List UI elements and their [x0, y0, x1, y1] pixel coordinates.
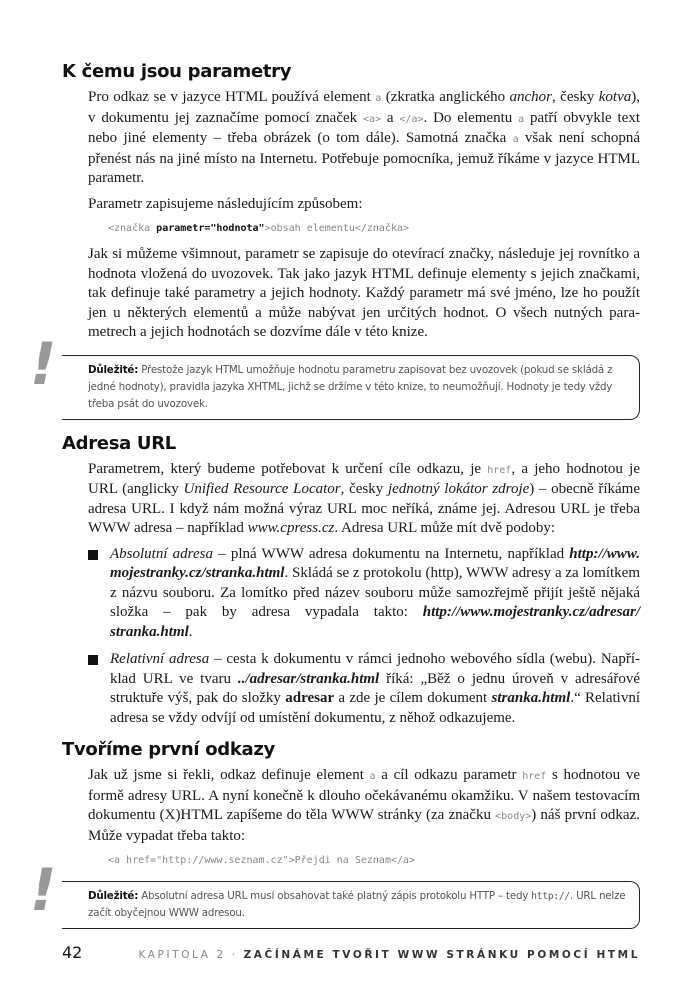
inline-code: http:// [531, 891, 570, 902]
heading-k-cemu-jsou-parametry: K čemu jsou parametry [62, 61, 292, 82]
note-text [88, 890, 625, 919]
important-note-protocol [62, 881, 640, 929]
text-run: anchor [509, 89, 552, 105]
text-run: s hodnotou ve formě adresy URL. A nyní konečně k dlouho očekávanému okamžiku. V našem testovacím dokumentu (X)HTML zapíšeme do těla WWW stránky (za značku [88, 767, 640, 823]
text-run: Unified Resource Locator [183, 481, 341, 497]
text-run: a zde je cílem dokument [334, 690, 492, 706]
inline-code: parametr="hodnota" [156, 223, 265, 234]
text-run: ../adresar/stranka.html [237, 670, 380, 687]
text-run: www.cpress.cz [247, 520, 335, 536]
exclamation-icon: ! [30, 856, 57, 924]
footer-title: ZAČÍNÁME TVOŘIT WWW STRÁNKU POMOCÍ HTML [243, 949, 640, 961]
text-run: . URL nelze začít obyčejnou WWW adresou. [88, 890, 626, 919]
text-run: , česky [340, 481, 388, 497]
text-run: ), v dokumentu jej zaznačíme pomocí značek [88, 89, 640, 126]
important-note-quotes [62, 355, 640, 420]
heading-tvorime-prvni-odkazy: Tvoříme první odkazy [62, 739, 275, 760]
text-run: však není schopná přenést nás na jiné místo na Internetu. Potřebuje pomocníka, jemuž říkáme v jazyce HTML parametr. [88, 130, 640, 186]
inline-code: a [369, 771, 376, 782]
text-run: Absolutní adresa [110, 545, 213, 562]
text-run: Parametrem, který budeme potřebovat k určení cíle odkazu, je [88, 460, 488, 477]
text-run: ) – obecně říkáme adresa URL. I když nám možná výraz URL moc neříká, známe jej. Adresou URL je třeba WWW adresa – například [88, 481, 640, 536]
text-run: kotva [598, 89, 632, 105]
page-footer [62, 943, 640, 962]
paragraph-intro [88, 88, 640, 189]
page-number: 42 [62, 943, 83, 962]
text-run: http://www.​mojestranky.cz/stranka.html [110, 545, 641, 581]
text-run: Přestože jazyk HTML umožňuje hodnotu parametru zapisovat bez uvozovek (pokud se skládá z jedné hodnoty), pravidla jazyka XHTML, jichž se držíme v této knize, to neumožňují. Hodnoty je tedy vždy třeba psát do uvozovek. [88, 363, 613, 410]
text-run: patří obvykle text nebo jiné elementy – třeba obrázek (o tom dále). Samotná značka [88, 109, 640, 146]
text-run: . [188, 623, 193, 640]
list-item-absolute-address [110, 545, 640, 643]
note-label: Důležité: [88, 890, 139, 902]
list-item-relative-address [110, 650, 640, 728]
text-run: Parametr zapisujeme následujícím způsobem: [88, 195, 363, 212]
inline-code: href [487, 464, 512, 476]
text-run: . Adresa URL může mít dvě podoby: [334, 520, 555, 536]
list-item-text [110, 546, 640, 640]
paragraph-first-links [88, 766, 640, 846]
text-run: říká: „Běž o jednu úroveň v adresářové struktuře výš, pak do složky [110, 670, 640, 706]
note-label: Důležité: [88, 363, 139, 376]
inline-code: </a> [399, 113, 424, 125]
text-run: stranka.html [491, 690, 571, 706]
inline-code: <body> [495, 811, 532, 822]
bullet-square-icon [88, 550, 98, 560]
code-example-link [108, 852, 640, 869]
inline-code: <značka [108, 223, 157, 234]
important-note-quotes-wrapper [30, 329, 640, 420]
text-run: , česky [552, 89, 599, 105]
running-footer [138, 949, 640, 961]
inline-code: >obsah elementu</značka> [264, 223, 410, 234]
bullet-square-icon [88, 655, 98, 665]
note-text [88, 364, 612, 410]
inline-code: <a href="http://www.seznam.cz">Přejdi na Seznam</a> [108, 855, 416, 866]
text-run: – cesta k dokumentu v rámci jednoho webového sídla (webu). Například URL ve tvaru [110, 651, 640, 687]
text-run: – plná WWW adresa dokumentu na Internetu, například [212, 545, 570, 562]
text-run: . Skládá se z protokolu (http), WWW adresy a za lomítkem z názvu souboru. Za lomítko před název souboru může samozřejmě přijít ještě nějaká složka – pak by adresa vypadala takto: [110, 565, 640, 620]
text-run: (zkratka anglického [381, 89, 510, 105]
text-run: . Do elementu [423, 109, 519, 126]
paragraph-syntax-intro [88, 195, 640, 215]
paragraph-url [88, 460, 640, 539]
inline-code: a [518, 113, 525, 125]
text-run: a [381, 109, 400, 126]
text-run: Relativní adresa [110, 651, 210, 667]
text-run: Jak si můžeme všimnout, parametr se zapisuje do otevírací značky, následuje jej rovnítko a hodnota vložená do uvozovek. Tak jako jazyk HTML definuje elementy s jejich značkami, tak definuje také parametry a jejich hodnoty. Každý parametr má své jméno, lze ho použít jen u některých elementů a může nabývat jen určitých hodnot. O všech nutných parametrech a jejich hodnotách se dozvíme dále v této knize. [88, 246, 640, 340]
inline-code: a [512, 134, 519, 145]
inline-code: <a> [362, 113, 382, 125]
footer-chapter: KAPITOLA 2 · [138, 949, 238, 961]
heading-adresa-url: Adresa URL [62, 432, 176, 454]
paragraph-parameter-explanation [88, 245, 640, 343]
text-run: a cíl odkazu parametr [375, 767, 523, 783]
exclamation-icon: ! [30, 329, 57, 398]
text-run: , a jeho hodnotou je URL (anglicky [88, 460, 640, 497]
text-run: jednotný lokátor zdroje [387, 481, 530, 497]
inline-code: a [375, 93, 382, 104]
text-run: adresar [285, 690, 335, 706]
list-item-text [110, 651, 640, 726]
text-run: Pro odkaz se v jazyce HTML používá element [88, 89, 376, 105]
text-run: .“ Relativní adresa se vždy odvíjí od umístění dokumentu, z něhož odkazujeme. [110, 690, 641, 726]
inline-code: href [522, 771, 547, 782]
text-run: ) náš první odkaz. Může vypadat třeba takto: [88, 807, 640, 844]
code-example-parameter [108, 220, 640, 237]
text-run: Jak už jsme si řekli, odkaz definuje element [88, 767, 370, 783]
text-run: http://www.mojestranky.cz/adresar/​stranka.html [110, 604, 640, 640]
text-run: Absolutní adresa URL musí obsahovat také platný zápis protokolu HTTP – tedy [138, 890, 532, 902]
